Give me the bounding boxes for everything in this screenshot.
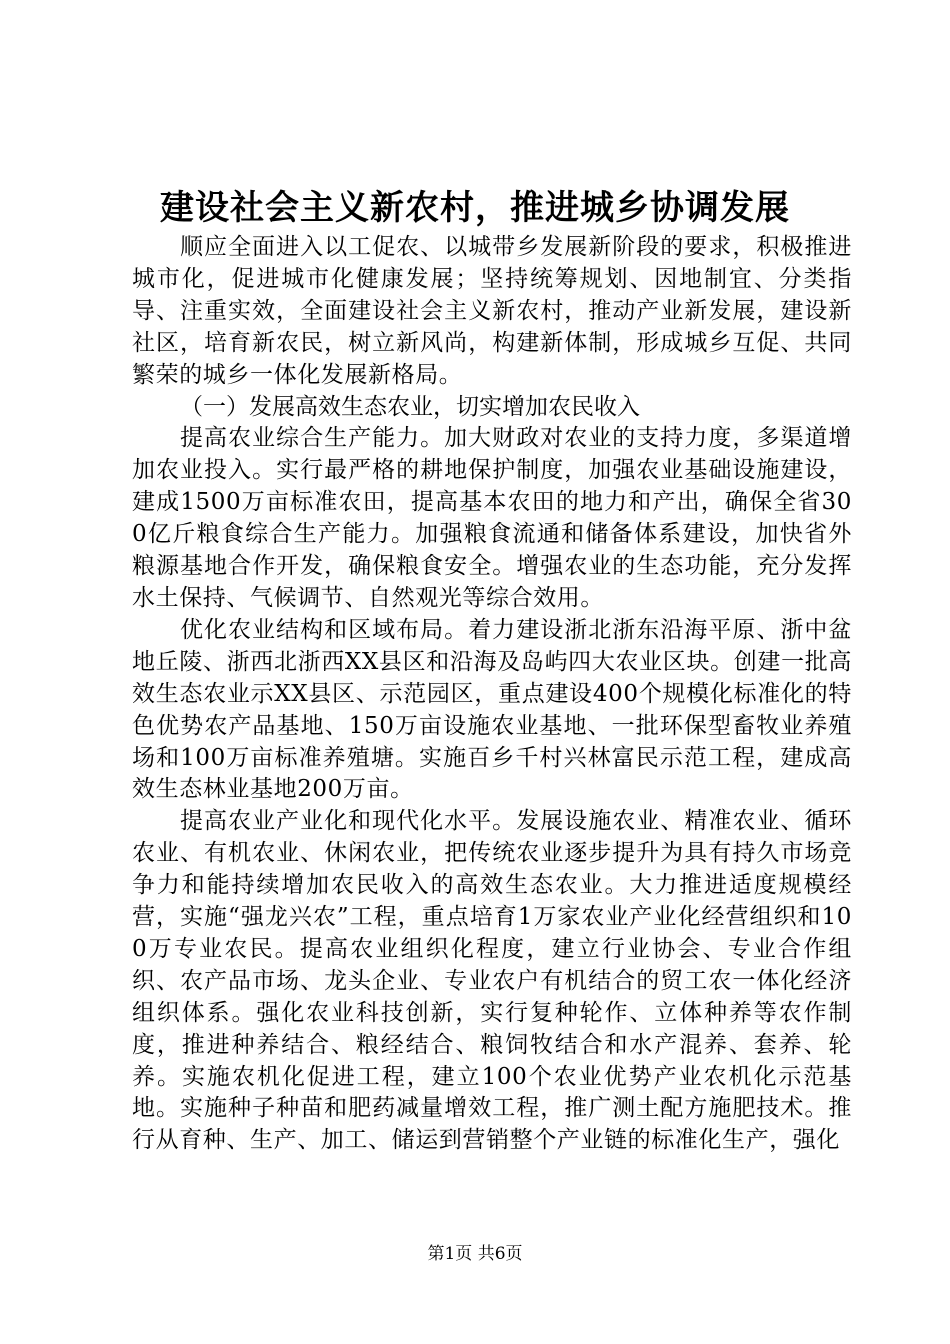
document-title: 建设社会主义新农村，推进城乡协调发展 bbox=[160, 188, 790, 228]
section-heading: （一）发展高效生态农业，切实增加农民收入 bbox=[180, 393, 640, 420]
document-body bbox=[132, 232, 852, 1157]
paragraph-industrialization: 提高农业产业化和现代化水平。发展设施农业、精准农业、循环农业、有机农业、休闲农业，把传统农业逐步提升为具有持久市场竞争力和能持续增加农民收入的高效生态农业。大力推进适度规模经营，实施“强龙兴农”工程，重点培育1万家农业产业化经营组织和100万专业农民。提高农业组织化程度，建立行业协会、专业合作组织、农产品市场、龙头企业、专业农户有机结合的贸工农一体化经济组织体系。强化农业科技创新，实行复种轮作、立体种养等农作制度，推进种养结合、粮经结合、粮饲牧结合和水产混养、套养、轮养。实施农机化促进工程，建立100个农业优势产业农机化示范基地。实施种子种苗和肥药减量增效工程，推广测土配方施肥技术。推行从育种、生产、加工、储运到营销整个产业链的标准化生产，强化 bbox=[132, 808, 852, 1154]
paragraph-structure-layout: 优化农业结构和区域布局。着力建设浙北浙东沿海平原、浙中盆地丘陵、浙西北浙西XX县区和沿海及岛屿四大农业区块。创建一批高效生态农业示XX县区、示范园区，重点建设400个规模化标准化的特色优势农产品基地、150万亩设施农业基地、一批环保型畜牧业养殖场和100万亩标准养殖塘。实施百乡千村兴林富民示范工程，建成高效生态林业基地200万亩。 bbox=[132, 616, 852, 803]
paragraph-intro: 顺应全面进入以工促农、以城带乡发展新阶段的要求，积极推进城市化，促进城市化健康发展；坚持统筹规划、因地制宜、分类指导、注重实效，全面建设社会主义新农村，推动产业新发展，建设新社区，培育新农民，树立新风尚，构建新体制，形成城乡互促、共同繁荣的城乡一体化发展新格局。 bbox=[132, 234, 852, 388]
paragraph-production-capacity: 提高农业综合生产能力。加大财政对农业的支持力度，多渠道增加农业投入。实行最严格的耕地保护制度，加强农业基础设施建设，建成1500万亩标准农田，提高基本农田的地力和产出，确保全省300亿斤粮食综合生产能力。加强粮食流通和储备体系建设，加快省外粮源基地合作开发，确保粮食安全。增强农业的生态功能，充分发挥水土保持、气候调节、自然观光等综合效用。 bbox=[132, 425, 852, 611]
page-footer: 第1页 共6页 bbox=[427, 1244, 523, 1264]
